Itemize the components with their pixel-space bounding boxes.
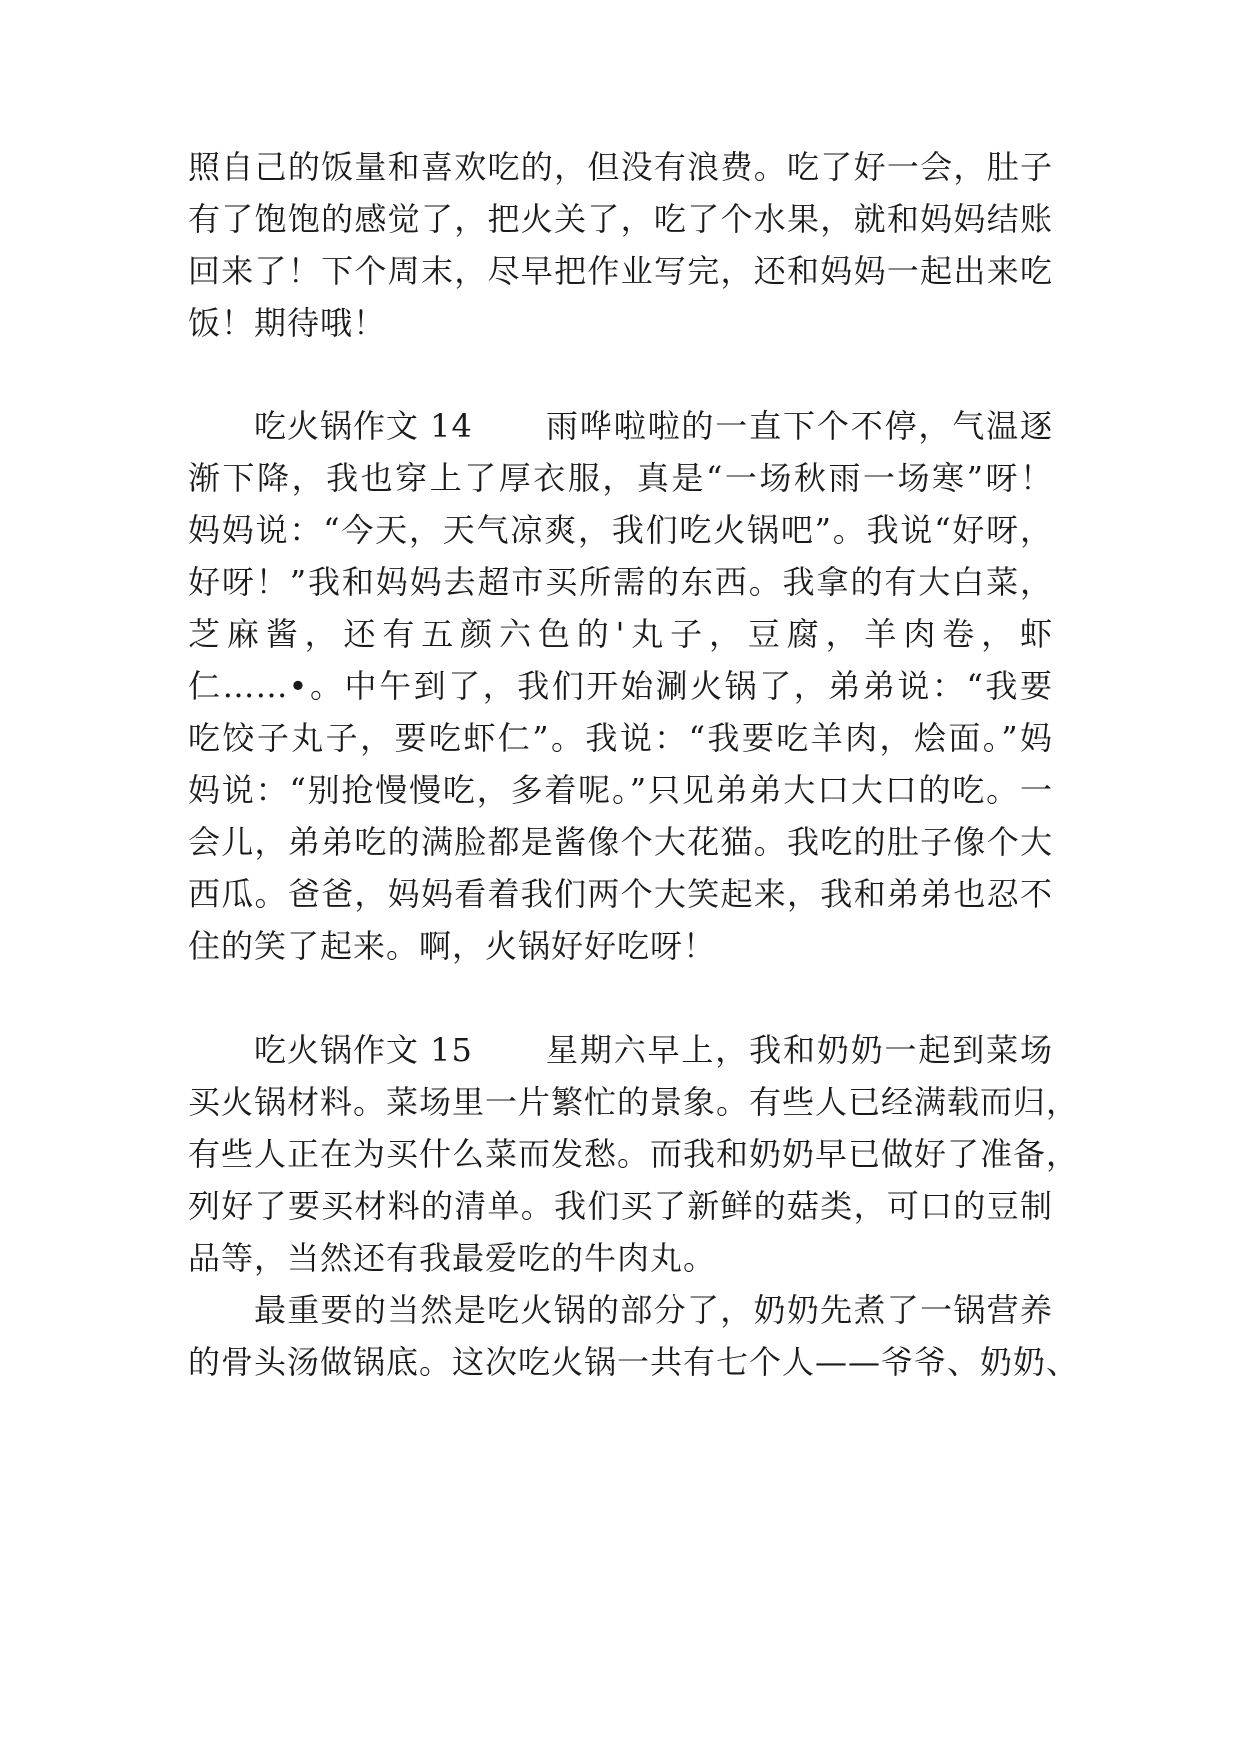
text-line: 品等，当然还有我最爱吃的牛肉丸。 — [188, 1239, 717, 1277]
text-line: 吃饺子丸子，要吃虾仁”。我说：“我要吃羊肉，烩面。”妈 — [188, 719, 1053, 757]
text-line: 最重要的当然是吃火锅的部分了，奶奶先煮了一锅营养 — [254, 1291, 1053, 1329]
text-line: 仁……•。中午到了，我们开始涮火锅了，弟弟说：“我要 — [188, 667, 1053, 705]
essay-first-line: 雨哗啦啦的一直下个不停，气温逐 — [546, 407, 1053, 445]
text-line: 西瓜。爸爸，妈妈看着我们两个大笑起来，我和弟弟也忍不 — [188, 875, 1053, 913]
text-line: 住的笑了起来。啊，火锅好好吃呀！ — [188, 927, 717, 965]
text-line: 会儿，弟弟吃的满脸都是酱像个大花猫。我吃的肚子像个大 — [188, 823, 1053, 861]
essay-heading-line — [254, 406, 1053, 446]
text-line: 的骨头汤做锅底。这次吃火锅一共有七个人——爷爷、奶奶、 — [188, 1343, 1080, 1381]
essay-title: 吃火锅作文 14 — [254, 407, 473, 445]
text-line: 买火锅材料。菜场里一片繁忙的景象。有些人已经满载而归， — [188, 1083, 1080, 1121]
text-line: 好呀！”我和妈妈去超市买所需的东西。我拿的有大白菜， — [188, 563, 1053, 601]
text-line: 有了饱饱的感觉了，把火关了，吃了个水果，就和妈妈结账 — [188, 200, 1053, 238]
text-line: 照自己的饭量和喜欢吃的，但没有浪费。吃了好一会，肚子 — [188, 148, 1053, 186]
text-line: 有些人正在为买什么菜而发愁。而我和奶奶早已做好了准备， — [188, 1135, 1080, 1173]
essay-title: 吃火锅作文 15 — [254, 1031, 473, 1069]
text-line: 芝麻酱，还有五颜六色的'丸子，豆腐，羊肉卷，虾 — [188, 615, 1053, 653]
text-line: 列好了要买材料的清单。我们买了新鲜的菇类，可口的豆制 — [188, 1187, 1053, 1225]
text-line: 妈说：“别抢慢慢吃，多着呢。”只见弟弟大口大口的吃。一 — [188, 771, 1053, 809]
text-line: 饭！期待哦！ — [188, 304, 387, 342]
text-line: 渐下降，我也穿上了厚衣服，真是“一场秋雨一场寒”呀！ — [188, 459, 1053, 497]
essay-first-line: 星期六早上，我和奶奶一起到菜场 — [546, 1031, 1053, 1069]
essay-heading-line — [254, 1030, 1053, 1070]
text-line: 回来了！下个周末，尽早把作业写完，还和妈妈一起出来吃 — [188, 252, 1053, 290]
text-line: 妈妈说：“今天，天气凉爽，我们吃火锅吧”。我说“好呀， — [188, 511, 1053, 549]
